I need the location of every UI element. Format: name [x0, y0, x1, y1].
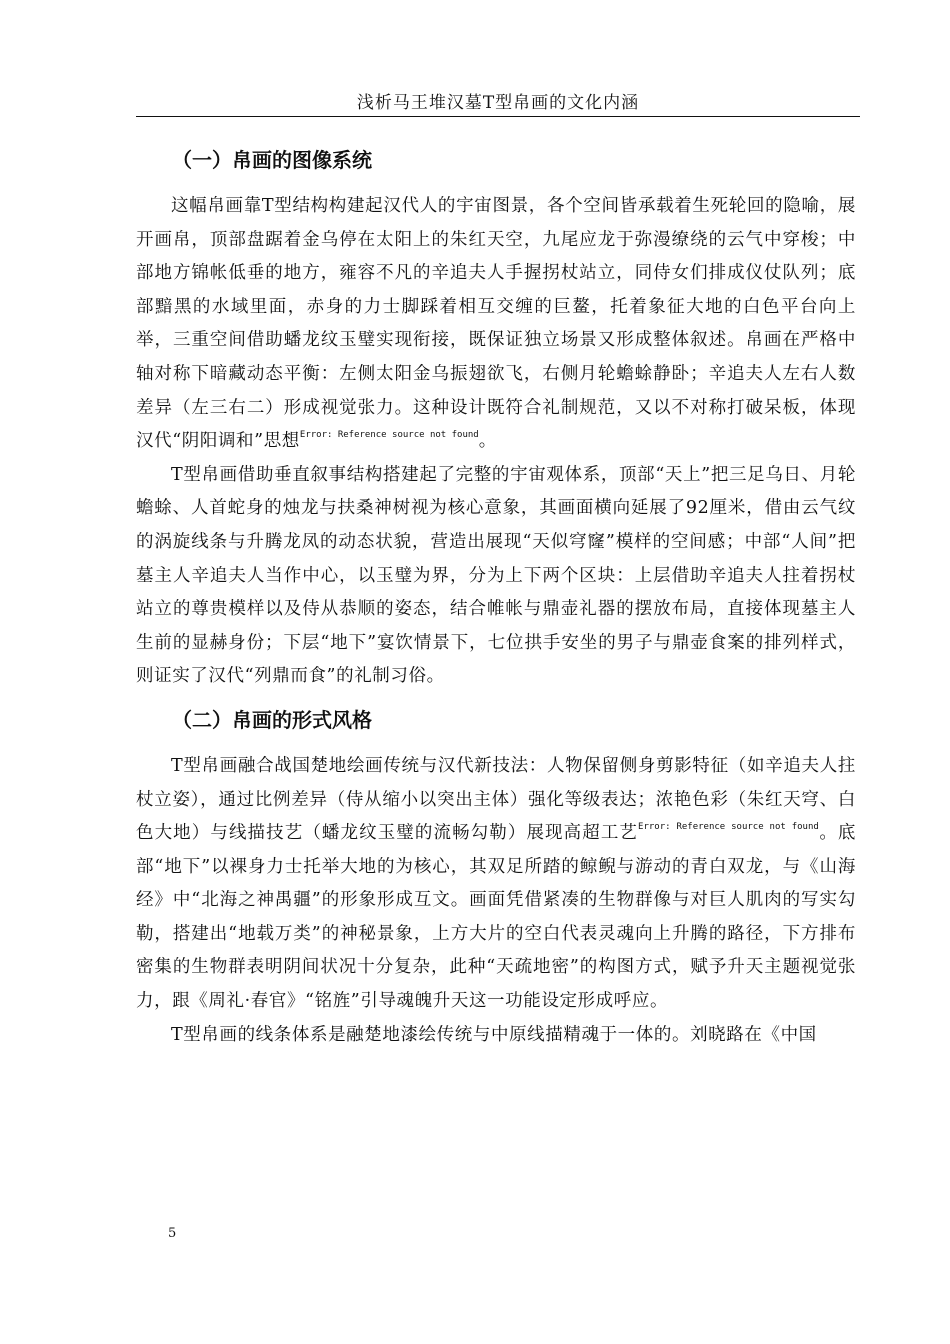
- paragraph-tail: 。底部“地下”以裸身力士托举大地的为核心，其双足所踏的鲸鲵与游动的青白双龙，与《山海经》中“北海之神禺疆”的形象形成互文。画面凭借紧凑的生物群像与对巨人肌肉的写实勾勒，搭建出“地载万类”的神秘景象，上方大片的空白代表灵魂向上升腾的路径，下方排布密集的生物群表明阴间状况十分复杂，此种“天疏地密”的构图方式，赋予升天主题视觉张力，跟《周礼·春官》“铭旌”引导魂魄升天这一功能设定形成呼应。: [136, 823, 857, 1012]
- paragraph-image-system-1: [136, 190, 856, 459]
- paragraph-text: T型帛画的线条体系是融楚地漆绘传统与中原线描精魂于一体的。刘晓路在《中国: [171, 1024, 817, 1045]
- paragraph-text: T型帛画借助垂直叙事结构搭建起了完整的宇宙观体系，顶部“天上”把三足乌日、月轮蟾蜍、人首蛇身的烛龙与扶桑神树视为核心意象，其画面横向延展了92厘米，借由云气纹的涡旋线条与升腾龙凤的动态状貌，营造出展现“天似穹窿”模样的空间感；中部“人间”把墓主人辛追夫人当作中心，以玉璧为界，分为上下两个区块：上层借助辛追夫人拄着拐杖站立的尊贵模样以及侍从恭顺的姿态，结合帷帐与鼎壶礼器的摆放布局，直接体现墓主人生前的显赫身份；下层“地下”宴饮情景下，七位拱手安坐的男子与鼎壶食案的排列样式，则证实了汉代“列鼎而食”的礼制习俗。: [136, 464, 856, 687]
- paragraph-image-system-2: [136, 459, 856, 694]
- paragraph-tail: 。: [478, 431, 497, 452]
- page-number: 5: [168, 1226, 177, 1241]
- paragraph-form-style-2: [136, 1019, 856, 1053]
- section-heading-form-style: （二）帛画的形式风格: [172, 707, 372, 732]
- paragraph-text: 这幅帛画靠T型结构构建起汉代人的宇宙图景，各个空间皆承载着生死轮回的隐喻，展开画帛，顶部盘踞着金乌停在太阳上的朱红天空，九尾应龙于弥漫缭绕的云气中穿梭；中部地方锦帐低垂的地方，雍容不凡的辛追夫人手握拐杖站立，同侍女们排成仪仗队列；底部黯黑的水域里面，赤身的力士脚踩着相互交缠的巨鳌，托着象征大地的白色平台向上举，三重空间借助蟠龙纹玉璧实现衔接，既保证独立场景又形成整体叙述。帛画在严格中轴对称下暗藏动态平衡：左侧太阳金乌振翅欲飞，右侧月轮蟾蜍静卧；辛追夫人左右人数差异（左三右二）形成视觉张力。这种设计既符合礼制规范，又以不对称打破呆板，体现汉代“阴阳调和”思想: [136, 196, 856, 452]
- running-header-title: 浅析马王堆汉墓T型帛画的文化内涵: [356, 93, 640, 113]
- paragraph-text: T型帛画融合战国楚地绘画传统与汉代新技法：人物保留侧身剪影特征（如辛追夫人拄杖立姿），通过比例差异（侍从缩小以突出主体）强化等级表达；浓艳色彩（朱红天穹、白色大地）与线描技艺（蟠龙纹玉璧的流畅勾勒）展现高超工艺: [136, 755, 856, 844]
- section-heading-image-system: （一）帛画的图像系统: [172, 148, 372, 172]
- reference-error-note: Error: Reference source not found: [299, 430, 479, 441]
- reference-error-note: Error: Reference source not found: [638, 822, 819, 833]
- running-header: [136, 92, 860, 117]
- paragraph-form-style-1: [136, 750, 856, 1019]
- document-body: [136, 140, 856, 1052]
